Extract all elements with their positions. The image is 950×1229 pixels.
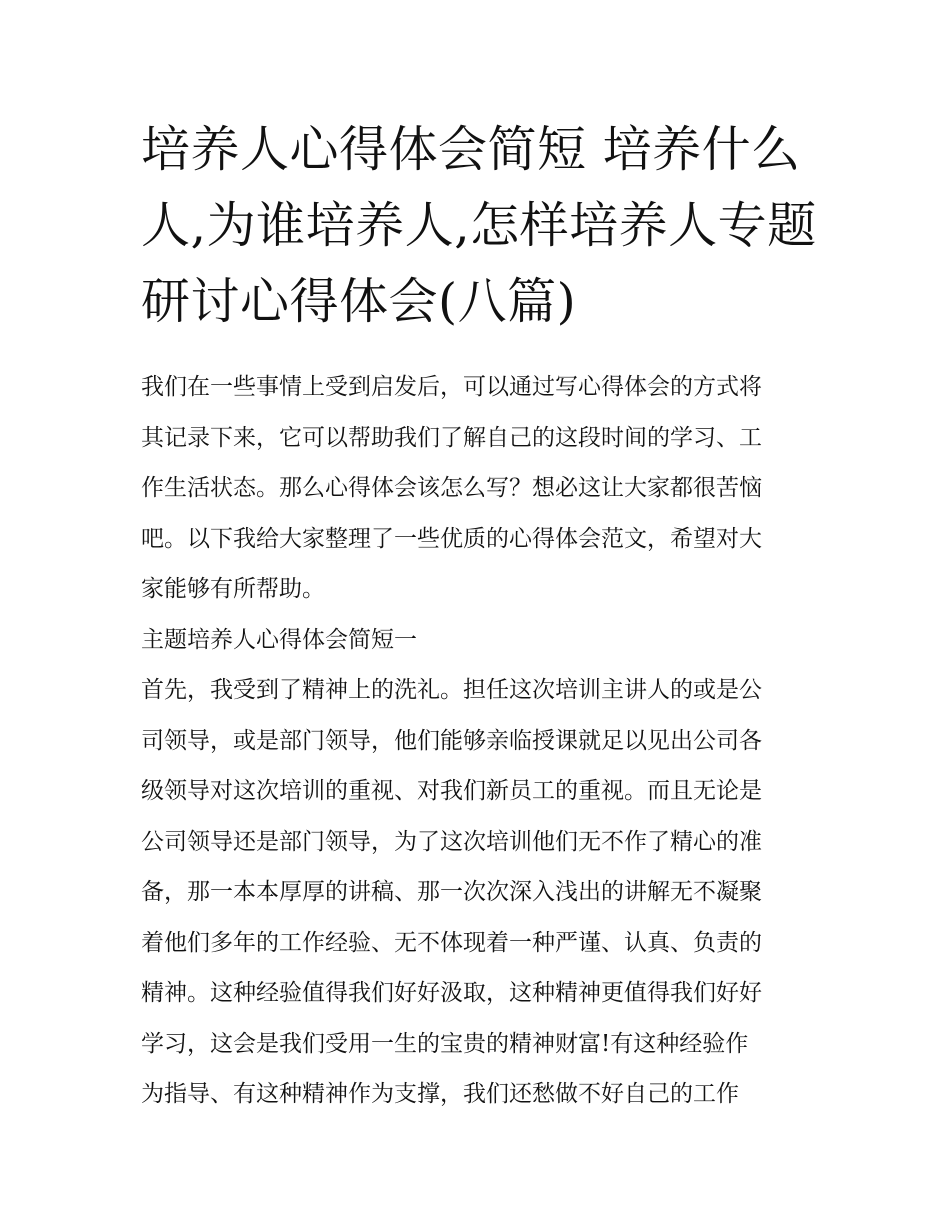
text-line: 级领导对这次培训的重视、对我们新员工的重视。而且无论是: [141, 778, 762, 804]
text-line: 着他们多年的工作经验、无不体现着一种严谨、认真、负责的: [141, 929, 762, 956]
text-line: 备，那一本本厚厚的讲稿、那一次次深入浅出的讲解无不凝聚: [141, 879, 762, 905]
title-line: 人,为谁培养人,怎样培养人专题: [141, 197, 817, 254]
document-body: [141, 362, 813, 1120]
section-paragraph: [141, 665, 813, 1120]
text-line: 公司领导还是部门领导，为了这次培训他们无不作了精心的准: [141, 828, 762, 855]
intro-paragraph: [141, 362, 813, 615]
document-page: [141, 112, 817, 1120]
title-line: 培养人心得体会简短 培养什么: [141, 121, 801, 178]
section-heading: 主题培养人心得体会简短一: [141, 626, 417, 653]
text-line: 吧。以下我给大家整理了一些优质的心得体会范文，希望对大: [141, 525, 762, 552]
text-line: 精神。这种经验值得我们好好汲取，这种精神更值得我们好好: [141, 980, 762, 1006]
document-title: [141, 112, 817, 340]
text-line: 为指导、有这种精神作为支撑，我们还愁做不好自己的工作: [141, 1081, 739, 1107]
text-line: 家能够有所帮助。: [141, 576, 325, 602]
text-line: 作生活状态。那么心得体会该怎么写？想必这让大家都很苦恼: [141, 475, 762, 501]
text-line: 其记录下来，它可以帮助我们了解自己的这段时间的学习、工: [141, 424, 762, 451]
text-line: 司领导，或是部门领导，他们能够亲临授课就足以见出公司各: [141, 727, 762, 754]
text-line: 我们在一些事情上受到启发后，可以通过写心得体会的方式将: [141, 374, 762, 400]
text-line: 首先，我受到了精神上的洗礼。担任这次培训主讲人的或是公: [141, 677, 762, 703]
text-line: 学习，这会是我们受用一生的宝贵的精神财富!有这种经验作: [141, 1030, 749, 1057]
title-line: 研讨心得体会(八篇): [141, 273, 577, 330]
